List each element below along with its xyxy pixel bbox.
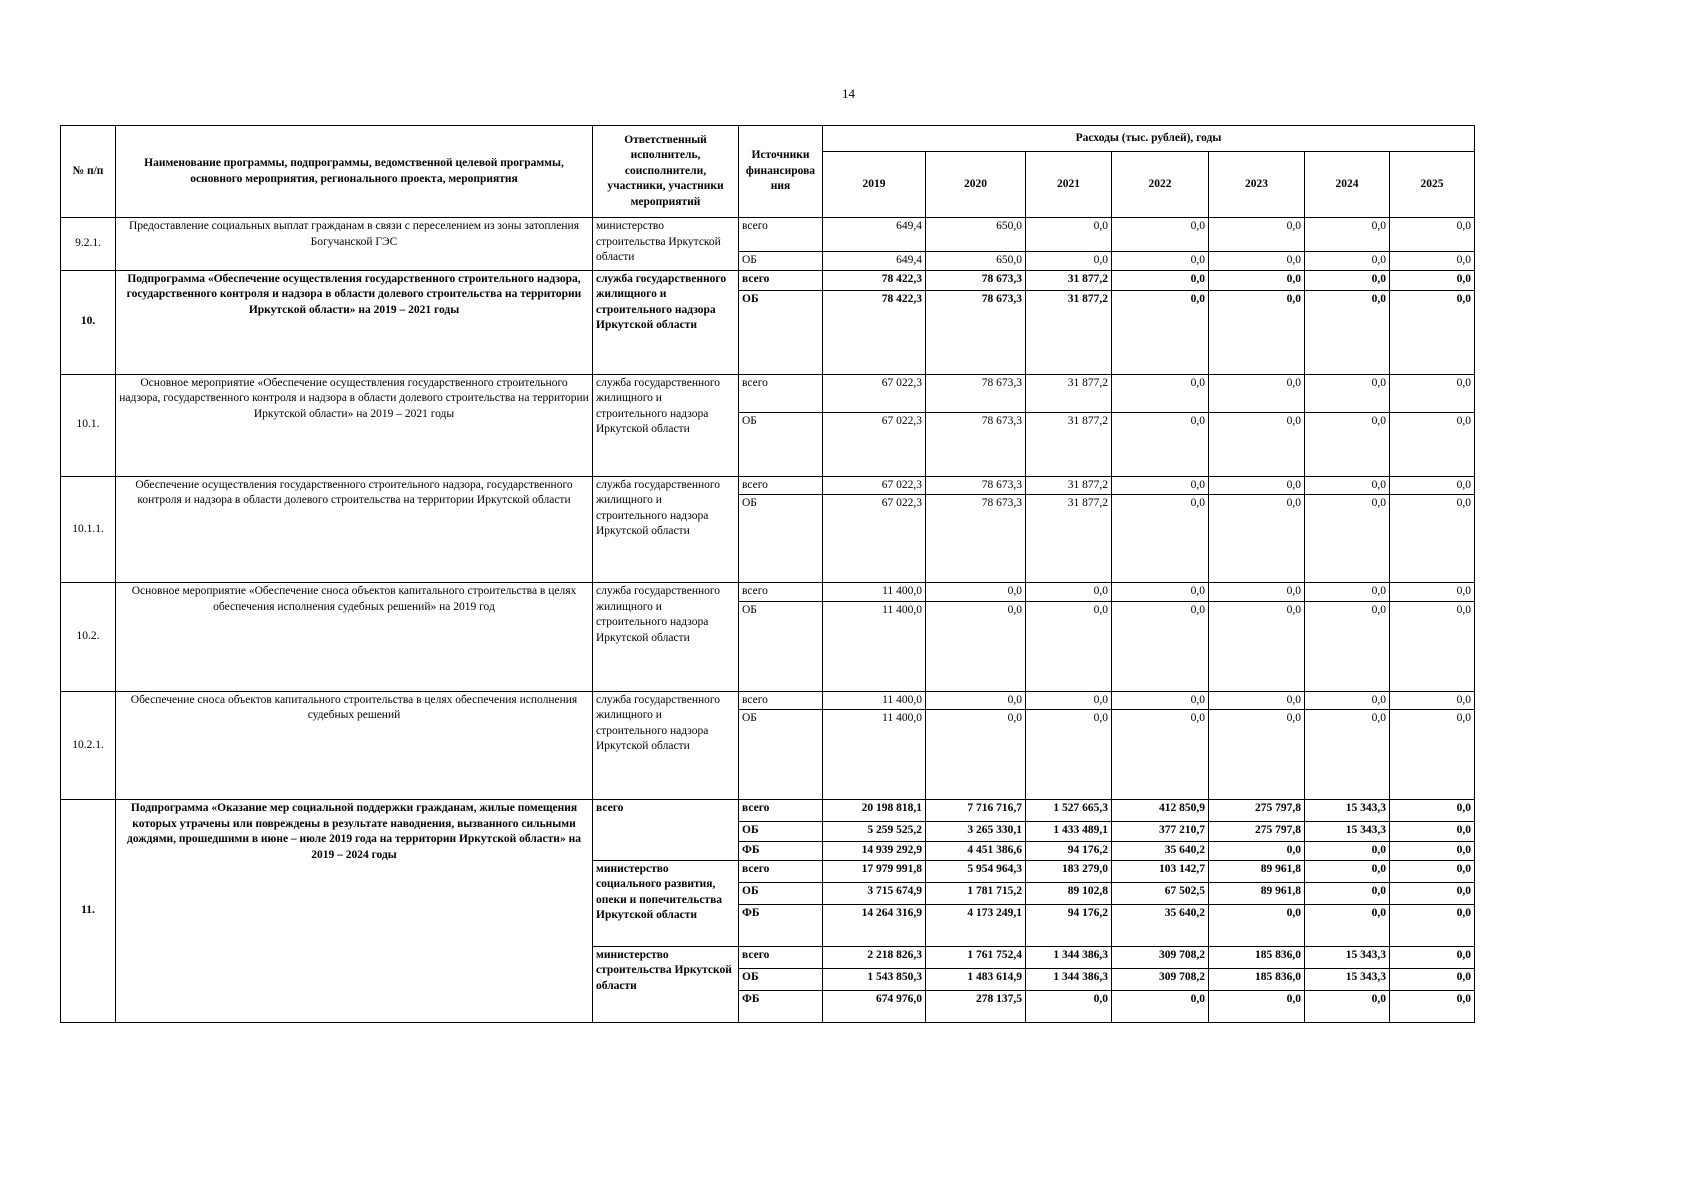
- value-cell: 1 483 614,9: [926, 968, 1026, 990]
- value-cell: 0,0: [1390, 218, 1475, 252]
- table-row: [61, 218, 1475, 252]
- responsible-cell: служба государственного жилищного и строительного надзора Иркутской области: [593, 691, 739, 800]
- value-cell: 20 198 818,1: [823, 800, 926, 822]
- value-cell: 67 022,3: [823, 412, 926, 476]
- value-cell: 31 877,2: [1026, 476, 1112, 495]
- source-cell: всего: [739, 691, 823, 710]
- row-number: 10.1.: [61, 374, 116, 476]
- value-cell: 0,0: [1112, 710, 1209, 800]
- value-cell: 309 708,2: [1112, 968, 1209, 990]
- value-cell: 2 218 826,3: [823, 946, 926, 968]
- value-cell: 0,0: [1305, 270, 1390, 290]
- value-cell: 67 022,3: [823, 476, 926, 495]
- value-cell: 649,4: [823, 252, 926, 271]
- value-cell: 11 400,0: [823, 710, 926, 800]
- header-year: 2022: [1112, 152, 1209, 218]
- value-cell: 103 142,7: [1112, 860, 1209, 882]
- header-year: 2019: [823, 152, 926, 218]
- value-cell: 0,0: [1026, 252, 1112, 271]
- value-cell: 11 400,0: [823, 601, 926, 691]
- value-cell: 412 850,9: [1112, 800, 1209, 822]
- source-cell: ФБ: [739, 990, 823, 1022]
- page-number: 14: [842, 86, 855, 101]
- row-number: 10.1.1.: [61, 476, 116, 583]
- value-cell: 0,0: [1305, 691, 1390, 710]
- source-cell: ОБ: [739, 968, 823, 990]
- value-cell: 0,0: [1305, 495, 1390, 583]
- source-cell: всего: [739, 374, 823, 412]
- value-cell: 0,0: [926, 691, 1026, 710]
- value-cell: 0,0: [1209, 691, 1305, 710]
- value-cell: 0,0: [1390, 252, 1475, 271]
- value-cell: 0,0: [1026, 601, 1112, 691]
- value-cell: 0,0: [1112, 290, 1209, 374]
- value-cell: 278 137,5: [926, 990, 1026, 1022]
- value-cell: 31 877,2: [1026, 412, 1112, 476]
- table-row: [61, 691, 1475, 710]
- responsible-cell: министерство строительства Иркутской области: [593, 946, 739, 1022]
- value-cell: 0,0: [1390, 822, 1475, 842]
- source-cell: ФБ: [739, 904, 823, 946]
- value-cell: 0,0: [1390, 601, 1475, 691]
- value-cell: 14 264 316,9: [823, 904, 926, 946]
- source-cell: ОБ: [739, 252, 823, 271]
- row-name: Подпрограмма «Обеспечение осуществления государственного строительного надзора, государственного контроля и надзора в области долевого строительства на территории Иркутской области» на 2019 – 2021 годы: [116, 270, 593, 374]
- value-cell: 0,0: [1390, 583, 1475, 602]
- value-cell: 0,0: [1390, 860, 1475, 882]
- responsible-cell: всего: [593, 800, 739, 861]
- table-row: [61, 374, 1475, 412]
- value-cell: 67 022,3: [823, 374, 926, 412]
- value-cell: 1 527 665,3: [1026, 800, 1112, 822]
- value-cell: 0,0: [1390, 990, 1475, 1022]
- value-cell: 78 673,3: [926, 412, 1026, 476]
- value-cell: 0,0: [1305, 476, 1390, 495]
- value-cell: 0,0: [1390, 904, 1475, 946]
- value-cell: 78 673,3: [926, 290, 1026, 374]
- value-cell: 0,0: [1112, 270, 1209, 290]
- value-cell: 1 543 850,3: [823, 968, 926, 990]
- row-number: 11.: [61, 800, 116, 1023]
- value-cell: 0,0: [1209, 374, 1305, 412]
- row-number: 10.2.1.: [61, 691, 116, 800]
- value-cell: 650,0: [926, 218, 1026, 252]
- value-cell: 1 344 386,3: [1026, 946, 1112, 968]
- value-cell: 11 400,0: [823, 691, 926, 710]
- value-cell: 0,0: [1026, 583, 1112, 602]
- row-number: 9.2.1.: [61, 218, 116, 271]
- value-cell: 17 979 991,8: [823, 860, 926, 882]
- value-cell: 15 343,3: [1305, 800, 1390, 822]
- header-year: 2023: [1209, 152, 1305, 218]
- value-cell: 1 433 489,1: [1026, 822, 1112, 842]
- value-cell: 0,0: [1209, 710, 1305, 800]
- table-row: [61, 583, 1475, 602]
- row-name: Основное мероприятие «Обеспечение сноса объектов капитального строительства в целях обеспечения исполнения судебных решений» на 2019 год: [116, 583, 593, 692]
- value-cell: 0,0: [1112, 495, 1209, 583]
- value-cell: 0,0: [1209, 270, 1305, 290]
- table-row: [61, 476, 1475, 495]
- value-cell: 0,0: [1390, 495, 1475, 583]
- value-cell: 0,0: [1305, 904, 1390, 946]
- source-cell: ОБ: [739, 882, 823, 904]
- value-cell: 0,0: [1209, 290, 1305, 374]
- value-cell: 0,0: [1112, 601, 1209, 691]
- value-cell: 0,0: [1390, 882, 1475, 904]
- header-name: Наименование программы, подпрограммы, ведомственной целевой программы, основного мероприятия, регионального проекта, мероприятия: [116, 126, 593, 218]
- value-cell: 89 961,8: [1209, 882, 1305, 904]
- value-cell: 377 210,7: [1112, 822, 1209, 842]
- value-cell: 0,0: [1390, 476, 1475, 495]
- value-cell: 7 716 716,7: [926, 800, 1026, 822]
- table-row: [61, 270, 1475, 290]
- value-cell: 0,0: [1305, 412, 1390, 476]
- value-cell: 0,0: [1026, 691, 1112, 710]
- row-name: Подпрограмма «Оказание мер социальной поддержки гражданам, жилые помещения которых утрачены или повреждены в результате наводнения, вызванного сильными дождями, прошедшими в июне – июле 2019 года на территории Иркутской области» на 2019 – 2024 годы: [116, 800, 593, 1023]
- value-cell: 0,0: [1112, 583, 1209, 602]
- value-cell: 0,0: [1390, 968, 1475, 990]
- value-cell: 4 173 249,1: [926, 904, 1026, 946]
- value-cell: 0,0: [1112, 374, 1209, 412]
- value-cell: 0,0: [1305, 374, 1390, 412]
- source-cell: ФБ: [739, 842, 823, 861]
- value-cell: 31 877,2: [1026, 495, 1112, 583]
- value-cell: 0,0: [1209, 476, 1305, 495]
- source-cell: ОБ: [739, 822, 823, 842]
- row-name: Предоставление социальных выплат гражданам в связи с переселением из зоны затопления Богучанской ГЭС: [116, 218, 593, 271]
- header-year: 2024: [1305, 152, 1390, 218]
- row-number: 10.: [61, 270, 116, 374]
- value-cell: 185 836,0: [1209, 946, 1305, 968]
- value-cell: 674 976,0: [823, 990, 926, 1022]
- value-cell: 0,0: [1112, 990, 1209, 1022]
- value-cell: 275 797,8: [1209, 800, 1305, 822]
- value-cell: 0,0: [1209, 412, 1305, 476]
- value-cell: 94 176,2: [1026, 842, 1112, 861]
- value-cell: 0,0: [1305, 882, 1390, 904]
- value-cell: 35 640,2: [1112, 842, 1209, 861]
- value-cell: 94 176,2: [1026, 904, 1112, 946]
- value-cell: 0,0: [1390, 374, 1475, 412]
- value-cell: 0,0: [1026, 710, 1112, 800]
- value-cell: 78 673,3: [926, 476, 1026, 495]
- value-cell: 0,0: [1209, 583, 1305, 602]
- value-cell: 0,0: [926, 710, 1026, 800]
- value-cell: 5 954 964,3: [926, 860, 1026, 882]
- source-cell: ОБ: [739, 412, 823, 476]
- value-cell: 67 502,5: [1112, 882, 1209, 904]
- value-cell: 0,0: [1209, 904, 1305, 946]
- value-cell: 31 877,2: [1026, 270, 1112, 290]
- value-cell: 0,0: [1390, 800, 1475, 822]
- source-cell: всего: [739, 218, 823, 252]
- source-cell: всего: [739, 583, 823, 602]
- value-cell: 78 673,3: [926, 495, 1026, 583]
- responsible-cell: служба государственного жилищного и строительного надзора Иркутской области: [593, 270, 739, 374]
- value-cell: 1 344 386,3: [1026, 968, 1112, 990]
- value-cell: 3 715 674,9: [823, 882, 926, 904]
- row-name: Обеспечение осуществления государственного строительного надзора, государственного контроля и надзора в области долевого строительства на территории Иркутской области: [116, 476, 593, 583]
- responsible-cell: служба государственного жилищного и строительного надзора Иркутской области: [593, 476, 739, 583]
- source-cell: всего: [739, 270, 823, 290]
- value-cell: 0,0: [1209, 842, 1305, 861]
- value-cell: 78 422,3: [823, 290, 926, 374]
- value-cell: 89 102,8: [1026, 882, 1112, 904]
- value-cell: 0,0: [1305, 252, 1390, 271]
- value-cell: 0,0: [1390, 270, 1475, 290]
- value-cell: 4 451 386,6: [926, 842, 1026, 861]
- value-cell: 650,0: [926, 252, 1026, 271]
- value-cell: 185 836,0: [1209, 968, 1305, 990]
- value-cell: 15 343,3: [1305, 822, 1390, 842]
- header-responsible: Ответственный исполнитель, соисполнители, участники, участники мероприятий: [593, 126, 739, 218]
- source-cell: всего: [739, 860, 823, 882]
- value-cell: 78 422,3: [823, 270, 926, 290]
- value-cell: 0,0: [1305, 218, 1390, 252]
- value-cell: 0,0: [1390, 946, 1475, 968]
- value-cell: 5 259 525,2: [823, 822, 926, 842]
- source-cell: всего: [739, 800, 823, 822]
- value-cell: 1 761 752,4: [926, 946, 1026, 968]
- header-num: № п/п: [61, 126, 116, 218]
- value-cell: 0,0: [1390, 290, 1475, 374]
- value-cell: 0,0: [1112, 691, 1209, 710]
- value-cell: 0,0: [1305, 710, 1390, 800]
- value-cell: 0,0: [1305, 290, 1390, 374]
- responsible-cell: министерство социального развития, опеки и попечительства Иркутской области: [593, 860, 739, 946]
- source-cell: всего: [739, 476, 823, 495]
- value-cell: 0,0: [1209, 495, 1305, 583]
- value-cell: 309 708,2: [1112, 946, 1209, 968]
- value-cell: 0,0: [1390, 710, 1475, 800]
- value-cell: 0,0: [1209, 252, 1305, 271]
- value-cell: 0,0: [1112, 476, 1209, 495]
- source-cell: ОБ: [739, 601, 823, 691]
- header-year: 2025: [1390, 152, 1475, 218]
- responsible-cell: служба государственного жилищного и строительного надзора Иркутской области: [593, 374, 739, 476]
- value-cell: 0,0: [1305, 583, 1390, 602]
- value-cell: 31 877,2: [1026, 374, 1112, 412]
- value-cell: 0,0: [1026, 218, 1112, 252]
- value-cell: 0,0: [1026, 990, 1112, 1022]
- value-cell: 0,0: [1112, 218, 1209, 252]
- value-cell: 0,0: [1390, 842, 1475, 861]
- header-sources: Источники финансирова ния: [739, 126, 823, 218]
- value-cell: 3 265 330,1: [926, 822, 1026, 842]
- value-cell: 183 279,0: [1026, 860, 1112, 882]
- value-cell: 0,0: [1112, 252, 1209, 271]
- value-cell: 0,0: [1305, 601, 1390, 691]
- source-cell: ОБ: [739, 710, 823, 800]
- value-cell: 649,4: [823, 218, 926, 252]
- value-cell: 67 022,3: [823, 495, 926, 583]
- table-body: [61, 218, 1475, 1023]
- responsible-cell: министерство строительства Иркутской области: [593, 218, 739, 271]
- row-name: Основное мероприятие «Обеспечение осуществления государственного строительного надзора, государственного контроля и надзора в области долевого строительства на территории Иркутской области» на 2019 – 2021 годы: [116, 374, 593, 476]
- source-cell: ОБ: [739, 290, 823, 374]
- value-cell: 14 939 292,9: [823, 842, 926, 861]
- value-cell: 89 961,8: [1209, 860, 1305, 882]
- table-row: [61, 800, 1475, 822]
- value-cell: 0,0: [1305, 842, 1390, 861]
- value-cell: 0,0: [926, 601, 1026, 691]
- responsible-cell: служба государственного жилищного и строительного надзора Иркутской области: [593, 583, 739, 692]
- value-cell: 31 877,2: [1026, 290, 1112, 374]
- value-cell: 0,0: [1209, 990, 1305, 1022]
- value-cell: 0,0: [1390, 691, 1475, 710]
- source-cell: ОБ: [739, 495, 823, 583]
- source-cell: всего: [739, 946, 823, 968]
- value-cell: 0,0: [1209, 601, 1305, 691]
- row-name: Обеспечение сноса объектов капитального строительства в целях обеспечения исполнения судебных решений: [116, 691, 593, 800]
- budget-table: [60, 125, 1475, 1023]
- value-cell: 15 343,3: [1305, 946, 1390, 968]
- value-cell: 0,0: [1112, 412, 1209, 476]
- value-cell: 78 673,3: [926, 374, 1026, 412]
- value-cell: 15 343,3: [1305, 968, 1390, 990]
- value-cell: 275 797,8: [1209, 822, 1305, 842]
- value-cell: 0,0: [1305, 990, 1390, 1022]
- header-expenses: Расходы (тыс. рублей), годы: [823, 126, 1475, 152]
- value-cell: 0,0: [1305, 860, 1390, 882]
- value-cell: 0,0: [1390, 412, 1475, 476]
- header-year: 2020: [926, 152, 1026, 218]
- value-cell: 11 400,0: [823, 583, 926, 602]
- value-cell: 0,0: [926, 583, 1026, 602]
- value-cell: 78 673,3: [926, 270, 1026, 290]
- row-number: 10.2.: [61, 583, 116, 692]
- value-cell: 0,0: [1209, 218, 1305, 252]
- value-cell: 1 781 715,2: [926, 882, 1026, 904]
- header-year: 2021: [1026, 152, 1112, 218]
- value-cell: 35 640,2: [1112, 904, 1209, 946]
